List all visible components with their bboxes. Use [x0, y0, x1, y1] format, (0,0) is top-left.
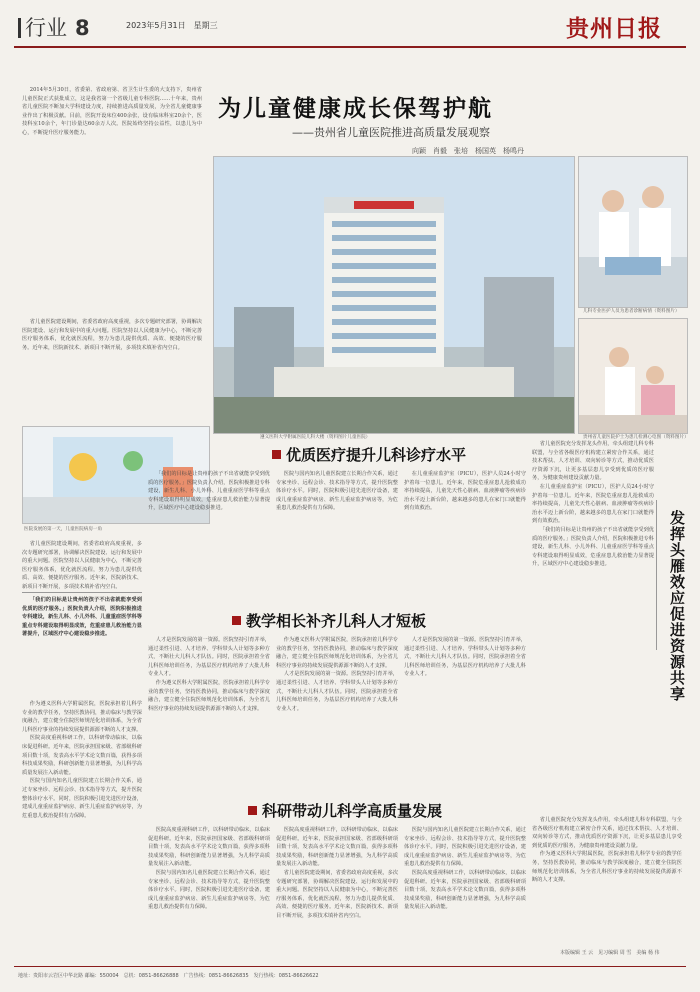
section-label: 行业 8 — [18, 12, 90, 42]
nurse-caption: 贵州省儿童医院护士为患儿检测心电图（资料图片） — [583, 435, 689, 440]
right-bottom-col: 省儿童医院充分发挥龙头作用，牵头组建儿科专科联盟，与全省各级医疗机构建立紧密合作关系，通过技术帮扶、人才培训、双向转诊等方式，推动优质医疗资源下沉，让更多基层患儿享受到优质的医疗服务，为健康贵州建设贡献力量。 作为遵义医科大学附属医院，医院承担着儿科学专业的教学任务，坚持医教协同，推动临床与教学深度融合，建立健全住院医师规范化培训体系，为全省儿科医疗事业的持续发展提供源源不断的人才支撑。 — [532, 817, 682, 884]
section-3-col-2: 医院高度重视科研工作，以科研带动临床，以临床促进科研。近年来，医院承担国家级、省部级科研项目数十项，发表高水平学术论文数百篇，获得多项科技成果奖励，科研创新能力显著增强，为儿科学高质量发展注入新动能。 省儿童医院建设期间，省委省政府高度重视，多次专题研究部署，协调解决医院建设、运行和发展中的重大问题。医院坚持以人民健康为中心，不断完善医疗服务体系，优化就医流程，努力为患儿提供优质、高效、便捷的医疗服务。近年来，医院新技术、新项目不断开展，多项技术填补省内空白。 — [276, 827, 398, 919]
section-1-col-4: 在儿童重症监护室（PICU），医护人员24小时守护着每一位患儿。近年来，医院危重症患儿抢救成功率持续提高，儿童先天性心脏病、血液肿瘤等疾病诊治水平迈上新台阶，越来越多的患儿在家门口就能得到有效救治。 — [404, 471, 526, 512]
vertical-rule — [656, 500, 657, 650]
authors: 向颖 肖毅 张培 杨国英 杨鸣丹 — [412, 147, 524, 155]
right-vertical-heading: 发挥头雁效应促进资源共享 — [668, 510, 686, 702]
page-title: 为儿童健康成长保驾护航 — [218, 96, 493, 122]
newspaper-logo: 贵州日报 — [566, 15, 662, 42]
section-heading-1: 优质医疗提升儿科诊疗水平 — [272, 444, 466, 465]
page-number: 8 — [75, 16, 90, 40]
footer-rule — [14, 966, 686, 967]
building-caption: 遵义医科大学附属医院儿科大楼（资料图片儿童医院） — [260, 435, 371, 440]
editors-line: 本版编辑 王 云 见习编辑 周 雪 美编 杨 伟 — [560, 950, 660, 956]
section-3-col-1: 医院高度重视科研工作，以科研带动临床，以临床促进科研。近年来，医院承担国家级、省部级科研项目数十项，发表高水平学术论文数百篇，获得多项科技成果奖励，科研创新能力显著增强，为儿科学高质量发展注入新动能。 医院与国内知名儿童医院建立长期合作关系，通过专家坐诊、远程会诊、技术指导等方式，提升医院整体诊疗水平。同时，医院积极引进先进医疗设备，建成儿童重症监护病房、新生儿重症监护病房等，为危重患儿救治提供有力保障。 — [148, 827, 270, 911]
section-2-col-1: 人才是医院发展的第一资源。医院坚持引育并举，通过柔性引进、人才培养、学科带头人计划等多种方式，不断壮大儿科人才队伍。同时，医院承担着全省儿科医师培训任务，为基层医疗机构培养了大批儿科专业人才。 作为遵义医科大学附属医院，医院承担着儿科学专业的教学任务，坚持医教协同，推动临床与教学深度融合，建立健全住院医师规范化培训体系，为全省儿科医疗事业的持续发展提供源源不断的人才支撑。 — [148, 637, 270, 712]
section-1-col-1: 省儿童医院建设期间，省委省政府高度重视，多次专题研究部署，协调解决医院建设、运行和发展中的重大问题。医院坚持以人民健康为中心，不断完善医疗服务体系，优化就医流程，努力为患儿提供优质、高效、便捷的医疗服务。近年来，医院新技术、新项目不断开展，多项技术填补省内空白。 — [22, 541, 142, 590]
page-subtitle: ——贵州省儿童医院推进高质量发展观察 — [292, 126, 490, 139]
section-2-col-2: 作为遵义医科大学附属医院，医院承担着儿科学专业的教学任务，坚持医教协同，推动临床与教学深度融合，建立健全住院医师规范化培训体系，为全省儿科医疗事业的持续发展提供源源不断的人才支撑。 人才是医院发展的第一资源。医院坚持引育并举，通过柔性引进、人才培养、学科带头人计划等多种方式，不断壮大儿科人才队伍。同时，医院承担着全省儿科医师培训任务，为基层医疗机构培养了大批儿科专业人才。 — [276, 637, 398, 712]
doctors-photo — [578, 156, 688, 308]
header-rule — [14, 46, 686, 48]
hospital-building-photo — [213, 156, 575, 434]
doctors-caption: 儿科专业医护人员为患者诊断病情（资料图片） — [583, 309, 680, 314]
section-1-col-2: 「我们的目标是让贵州的孩子不出省就能享受到优质的医疗服务。」医院负责人介绍，医院积极推进专科建设，新生儿科、小儿外科、儿童重症医学科等重点专科建设取得明显成效，危重症患儿救治能力显著提升，区域医疗中心建设稳步推进。 — [148, 471, 270, 512]
pull-quote: 「我们的目标是让贵州的孩子不出省就能享受到优质的医疗服务。」医院负责人介绍，医院积极推进专科建设，新生儿科、小儿外科、儿童重症医学科等重点专科建设取得明显成效，危重症患儿救治能力显著提升，区域医疗中心建设稳步推进。 — [22, 597, 142, 638]
section-heading-3: 科研带动儿科学高质量发展 — [248, 800, 442, 821]
issue-date: 2023年5月31日 星期三 — [126, 21, 218, 30]
section-2-col-3: 人才是医院发展的第一资源。医院坚持引育并举，通过柔性引进、人才培养、学科带头人计划等多种方式，不断壮大儿科人才队伍。同时，医院承担着全省儿科医师培训任务，为基层医疗机构培养了大批儿科专业人才。 — [404, 637, 526, 678]
quote-rule-top — [22, 592, 142, 593]
nurse-photo — [578, 318, 688, 434]
lead-paragraph-2: 省儿童医院建设期间，省委省政府高度重视，多次专题研究部署，协调解决医院建设、运行和发展中的重大问题。医院坚持以人民健康为中心，不断完善医疗服务体系，优化就医流程，努力为患儿提供优质、高效、便捷的医疗服务。近年来，医院新技术、新项目不断开展，多项技术填补省内空白。 — [22, 319, 202, 351]
section-heading-2: 教学相长补齐儿科人才短板 — [232, 610, 426, 631]
right-col-text: 省儿童医院充分发挥龙头作用，牵头组建儿科专科联盟，与全省各级医疗机构建立紧密合作关系，通过技术帮扶、人才培训、双向转诊等方式，推动优质医疗资源下沉，让更多基层患儿享受到优质的医疗服务，为健康贵州建设贡献力量。 在儿童重症监护室（PICU），医护人员24小时守护着每一位患儿。近年来，医院危重症患儿抢救成功率持续提高，儿童先天性心脏病、血液肿瘤等疾病诊治水平迈上新台阶，越来越多的患儿在家门口就能得到有效救治。 「我们的目标是让贵州的孩子不出省就能享受到优质的医疗服务。」医院负责人介绍，医院积极推进专科建设，新生儿科、小儿外科、儿童重症医学科等重点专科建设取得明显成效，危重症患儿救治能力显著提升，区域医疗中心建设稳步推进。 — [532, 441, 654, 568]
ward-caption: 医院发展的第一天，儿童医院病房一角 — [24, 527, 103, 532]
footer-info: 地址：贵阳市云岩区中华北路 邮编：550004 总机：0851-86626888 广告热线：0851-86626835 发行热线：0851-86626622 — [18, 973, 319, 979]
lead-paragraph: 2014年5月30日，省委第、省政府第、省卫生计生委的大支持下，贵州省儿童医院正式获批成立，这是我省第一个省级儿童专科医院……十年来，贵州省儿童医院不断加大学科建设力度，持续推进高质量发展，为全省儿童健康事业作出了积极贡献。目前，医院开设床位400余张，设有临床科室20余个，医技科室10余个，年门诊量达60余万人次。医院始终坚持公益性，以患儿为中心，不断提升医疗服务能力。 — [22, 87, 202, 136]
section-3-col-3: 医院与国内知名儿童医院建立长期合作关系，通过专家坐诊、远程会诊、技术指导等方式，提升医院整体诊疗水平。同时，医院积极引进先进医疗设备，建成儿童重症监护病房、新生儿重症监护病房等，为危重患儿救治提供有力保障。 医院高度重视科研工作，以科研带动临床，以临床促进科研。近年来，医院承担国家级、省部级科研项目数十项，发表高水平学术论文数百篇，获得多项科技成果奖励，科研创新能力显著增强，为儿科学高质量发展注入新动能。 — [404, 827, 526, 911]
section-1-col-3: 医院与国内知名儿童医院建立长期合作关系，通过专家坐诊、远程会诊、技术指导等方式，提升医院整体诊疗水平。同时，医院积极引进先进医疗设备，建成儿童重症监护病房、新生儿重症监护病房等，为危重患儿救治提供有力保障。 — [276, 471, 398, 512]
left-lower-col: 作为遵义医科大学附属医院，医院承担着儿科学专业的教学任务，坚持医教协同，推动临床与教学深度融合，建立健全住院医师规范化培训体系，为全省儿科医疗事业的持续发展提供源源不断的人才支撑。 医院高度重视科研工作，以科研带动临床，以临床促进科研。近年来，医院承担国家级、省部级科研项目数十项，发表高水平学术论文数百篇，获得多项科技成果奖励，科研创新能力显著增强，为儿科学高质量发展注入新动能。 医院与国内知名儿童医院建立长期合作关系，通过专家坐诊、远程会诊、技术指导等方式，提升医院整体诊疗水平。同时，医院积极引进先进医疗设备，建成儿童重症监护病房、新生儿重症监护病房等，为危重患儿救治提供有力保障。 — [22, 701, 142, 819]
